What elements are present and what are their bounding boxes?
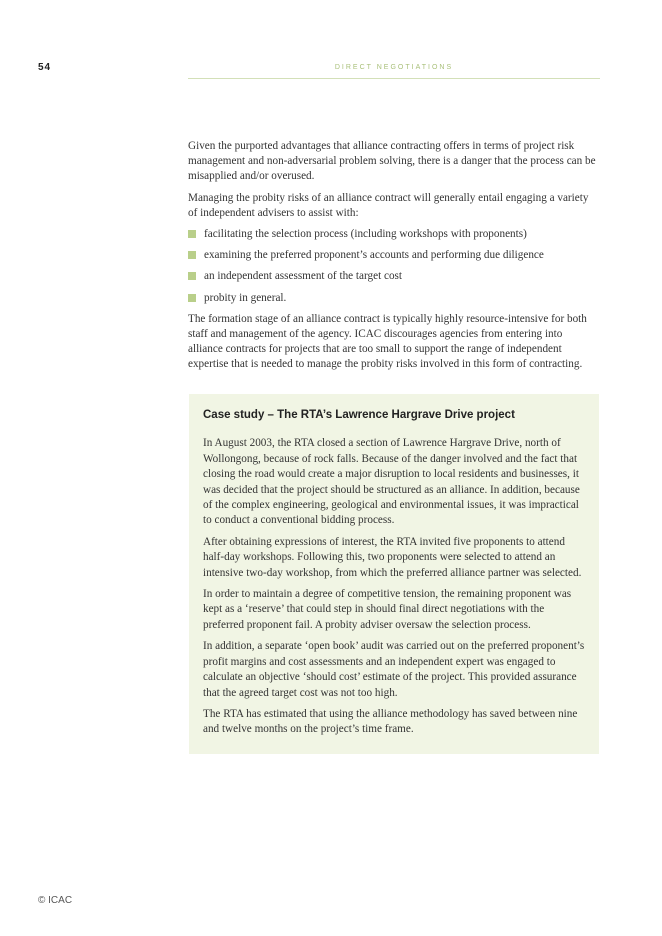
- footer-copyright: © ICAC: [38, 895, 73, 906]
- header-divider: [188, 78, 600, 79]
- case-study-title: Case study – The RTA’s Lawrence Hargrave Drive project: [203, 409, 515, 421]
- bullet-item: [188, 269, 596, 284]
- body-paragraph: Managing the probity risks of an alliance contract will generally entail engaging a variety of independent advisers to assist with:: [188, 191, 589, 219]
- case-study-paragraph: In order to maintain a degree of competitive tension, the remaining proponent was kept as a ‘reserve’ that could step in should final direct negotiations with the preferred proponent fail. A probity adviser oversaw the selection process.: [203, 588, 572, 631]
- case-study-paragraph: In August 2003, the RTA closed a section of Lawrence Hargrave Drive, north of Wollongong, because of rock falls. Because of the danger involved and the fact that closing the road would create a major disruption to local residents and businesses, it was decided that the project should be structured as an alliance. In addition, because of the complex engineering, geological and environmental issues, it was impractical to conduct a conventional bidding process.: [203, 437, 580, 527]
- bullet-text: examining the preferred proponent’s accounts and performing due diligence: [204, 249, 544, 262]
- running-header: DIRECT NEGOTIATIONS: [334, 64, 454, 71]
- body-paragraph: The formation stage of an alliance contract is typically highly resource-intensive for both staff and management of the agency. ICAC discourages agencies from entering into alliance contracts for projects that are too small to support the range of independent expertise that is needed to manage the probity risks involved in this form of contracting.: [188, 312, 587, 371]
- page-number: 54: [38, 62, 52, 73]
- case-study-paragraph: After obtaining expressions of interest, the RTA invited five proponents to attend half-day workshops. Following this, two proponents were selected to attend an intensive two-day workshop, from which the preferred alliance partner was selected.: [203, 535, 582, 579]
- bullet-text: facilitating the selection process (including workshops with proponents): [204, 228, 527, 241]
- case-study-paragraph: In addition, a separate ‘open book’ audit was carried out on the preferred proponent’s profit margins and cost assessments and an independent expert was engaged to calculate an objective ‘should cost’ estimate of the project. This provided assurance that the agreed target cost was not too high.: [203, 640, 585, 699]
- bullet-item: [188, 248, 596, 263]
- square-bullet-icon: [188, 230, 196, 238]
- bullet-text: probity in general.: [204, 291, 287, 304]
- bullet-list: [188, 227, 596, 306]
- main-content: [188, 139, 596, 379]
- bullet-item: [188, 227, 596, 242]
- case-study-box: [189, 394, 599, 754]
- body-paragraph: Given the purported advantages that alliance contracting offers in terms of project risk management and non-adversarial problem solving, there is a danger that the process can be misapplied and/or overused.: [188, 140, 596, 183]
- case-study-paragraph: The RTA has estimated that using the alliance methodology has saved between nine and twelve months on the project’s time frame.: [203, 707, 578, 736]
- bullet-item: [188, 291, 596, 306]
- square-bullet-icon: [188, 294, 196, 302]
- square-bullet-icon: [188, 272, 196, 280]
- square-bullet-icon: [188, 251, 196, 259]
- bullet-text: an independent assessment of the target cost: [204, 270, 403, 283]
